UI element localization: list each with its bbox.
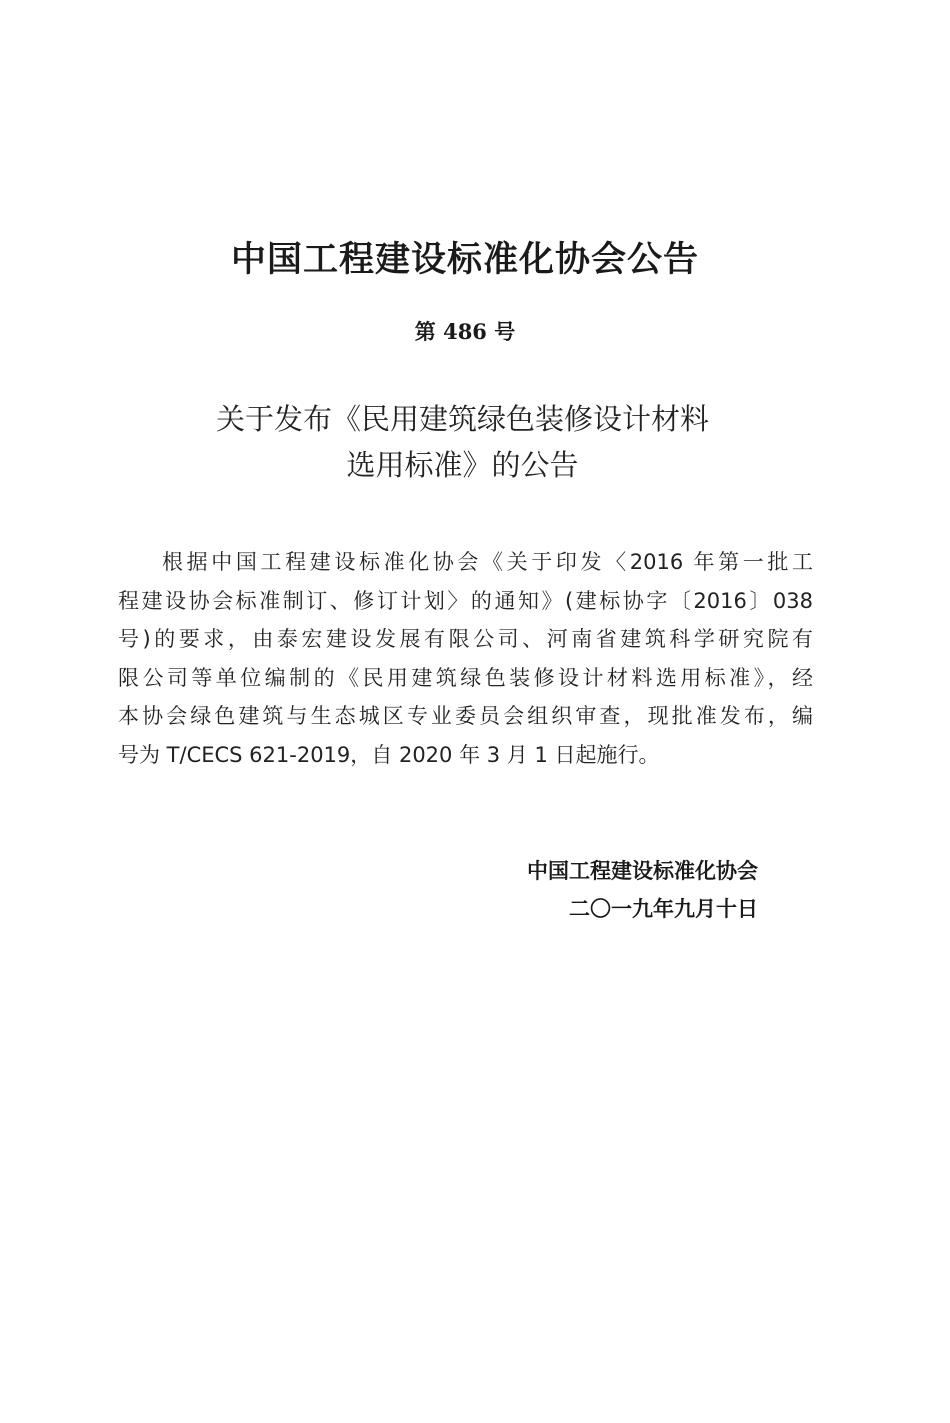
body-line: 号)的要求，由泰宏建设发展有限公司、河南省建筑科学研究院有 (118, 627, 813, 651)
subject-line-2: 选用标准》的公告 (346, 448, 579, 482)
body-line: 本协会绿色建筑与生态城区专业委员会组织审查，现批准发布，编 (118, 704, 813, 728)
subject-line-1: 关于发布《民用建筑绿色装修设计材料 (215, 402, 709, 436)
announcement-title: 中国工程建设标准化协会公告 (230, 240, 699, 280)
body-line: 限公司等单位编制的《民用建筑绿色装修设计材料选用标准》，经 (118, 665, 813, 690)
announcement-body (118, 543, 813, 774)
announcement-number: 第 486 号 (414, 319, 516, 344)
signature-block (0, 852, 758, 928)
body-line: 程建设协会标准制订、修订计划〉的通知》(建标协字〔2016〕038 (118, 588, 813, 613)
signature-date: 二〇一九年九月十日 (569, 897, 758, 921)
signature-organization: 中国工程建设标准化协会 (527, 859, 758, 883)
announcement-subject (0, 396, 925, 488)
body-line: 号为 T/CECS 621-2019，自 2020 年 3 月 1 日起施行。 (118, 742, 660, 767)
body-line: 根据中国工程建设标准化协会《关于印发〈2016 年第一批工 (162, 550, 813, 574)
